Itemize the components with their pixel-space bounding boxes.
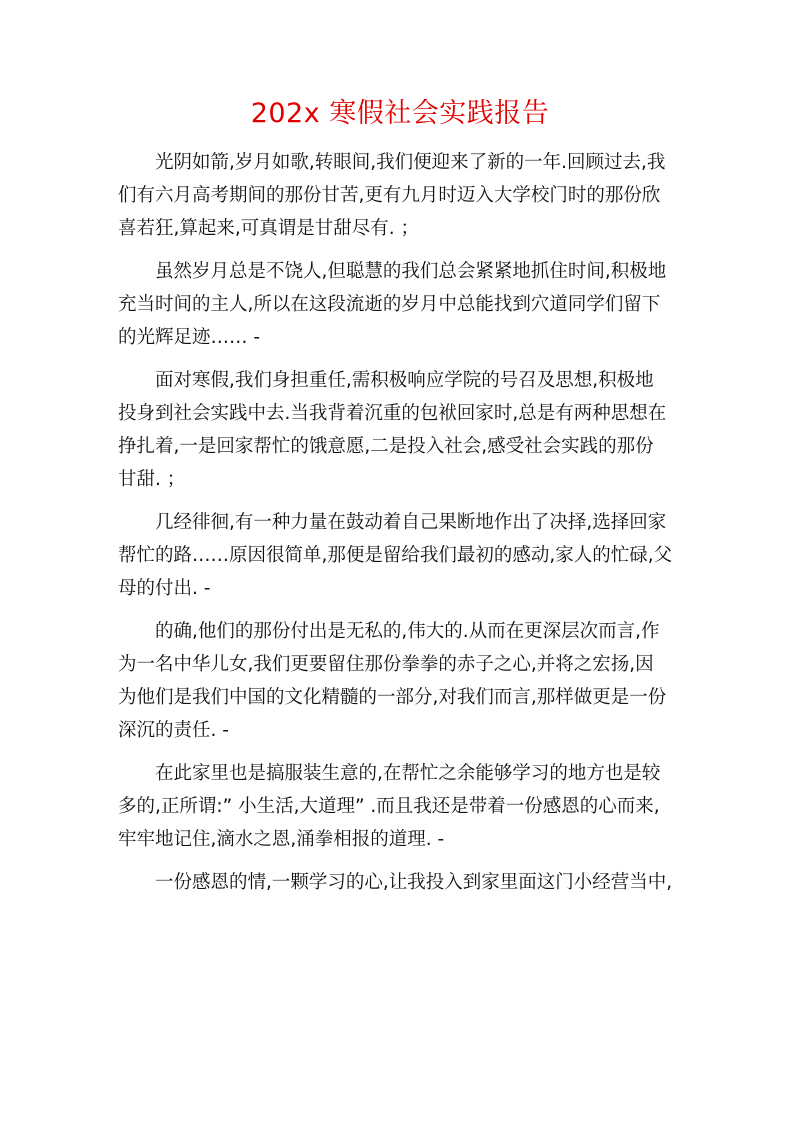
paragraph-6 [118, 757, 688, 856]
paragraph-line: 几经徘徊,有一种力量在鼓动着自己果断地作出了决择,选择回家 [155, 512, 667, 533]
paragraph-1 [118, 146, 688, 245]
paragraph-line: 喜若狂,算起来,可真谓是甘甜尽有. ； [118, 218, 420, 239]
paragraph-7 [118, 866, 688, 899]
paragraph-line: 一份感恩的情,一颗学习的心,让我投入到家里面这门小经营当中, [155, 872, 673, 893]
paragraph-line: 充当时间的主人,所以在这段流逝的岁月中总能找到穴道同学们留下 [118, 294, 661, 315]
paragraph-line: 的确,他们的那份付出是无私的,伟大的.从而在更深层次而言,作 [155, 621, 660, 642]
paragraph-line: 面对寒假,我们身担重任,需积极响应学院的号召及思想,积极地 [155, 370, 654, 391]
paragraph-line: 挣扎着,一是回家帮忙的饿意愿,二是投入社会,感受社会实践的那份 [118, 436, 654, 457]
paragraph-line: 的光辉足迹…… - [118, 327, 261, 348]
paragraph-line: 在此家里也是搞服装生意的,在帮忙之余能够学习的地方也是较 [155, 763, 661, 784]
paragraph-line: 深沉的责任. - [118, 720, 229, 741]
paragraph-line: 投身到社会实践中去.当我背着沉重的包袱回家时,总是有两种思想在 [118, 403, 667, 424]
paragraph-line: 们有六月高考期间的那份甘苦,更有九月时迈入大学校门时的那份欣 [118, 185, 661, 206]
paragraph-line: 母的付出. - [118, 578, 211, 599]
document-body [118, 146, 688, 909]
paragraph-line: 甘甜. ； [118, 469, 186, 490]
paragraph-line: 多的,正所谓:” 小生活,大道理” .而且我还是带着一份感恩的心而来, [118, 796, 660, 817]
paragraph-line: 帮忙的路……原因很简单,那便是留给我们最初的感动,家人的忙碌,父 [118, 545, 673, 566]
paragraph-4 [118, 506, 688, 605]
paragraph-3 [118, 364, 688, 496]
paragraph-line: 虽然岁月总是不饶人,但聪慧的我们总会紧紧地抓住时间,积极地 [155, 261, 667, 282]
document-title: 202x 寒假社会实践报告 [250, 98, 550, 129]
paragraph-2 [118, 255, 688, 354]
paragraph-line: 为一名中华儿女,我们更要留住那份拳拳的赤子之心,并将之宏扬,因 [118, 654, 654, 675]
paragraph-line: 光阴如箭,岁月如歌,转眼间,我们便迎来了新的一年.回顾过去,我 [155, 152, 666, 173]
paragraph-5 [118, 615, 688, 747]
paragraph-line: 为他们是我们中国的文化精髓的一部分,对我们而言,那样做更是一份 [118, 687, 667, 708]
paragraph-line: 牢牢地记住,滴水之恩,涌拳相报的道理. - [118, 829, 445, 850]
